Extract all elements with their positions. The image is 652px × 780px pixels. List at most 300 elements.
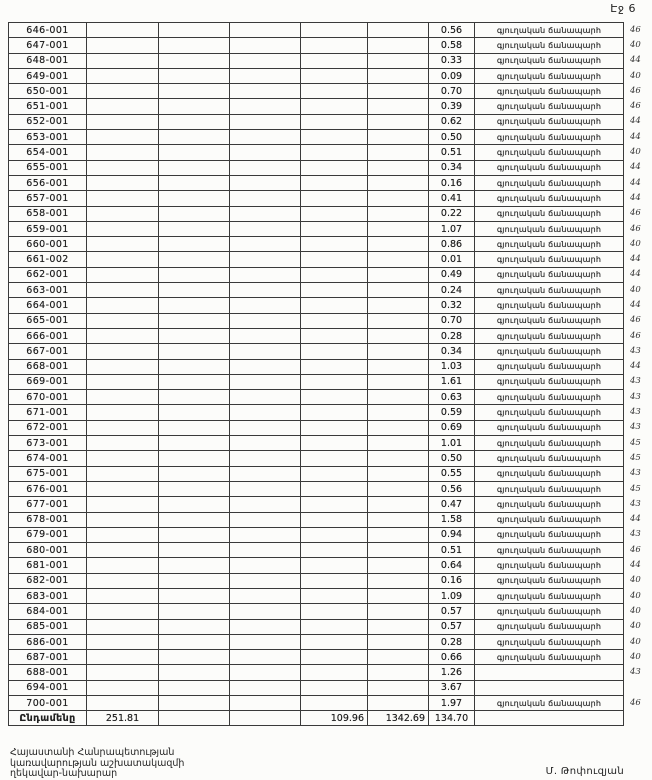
row-desc-cell: գյուղական ճանապարհ [474, 190, 624, 205]
empty-cell [86, 297, 158, 312]
empty-cell [367, 450, 428, 465]
margin-note: 43 [630, 407, 641, 418]
row-value-cell: 0.51 [428, 144, 474, 159]
empty-cell [86, 328, 158, 343]
row-desc-cell: գյուղական ճանապարհ [474, 603, 624, 618]
table-row [8, 144, 650, 159]
empty-cell [367, 175, 428, 190]
total-col2-value: 251.81 [86, 710, 158, 725]
empty-cell [86, 83, 158, 98]
row-value-cell: 0.69 [428, 420, 474, 435]
row-code-cell: 676-001 [8, 481, 86, 496]
row-value-cell: 0.57 [428, 603, 474, 618]
empty-cell [367, 267, 428, 282]
empty-cell [300, 359, 367, 374]
row-value-cell: 0.28 [428, 328, 474, 343]
row-code-cell: 670-001 [8, 389, 86, 404]
row-desc-cell: գյուղական ճանապարհ [474, 313, 624, 328]
table-row [8, 282, 650, 297]
row-code-cell: 650-001 [8, 83, 86, 98]
empty-cell [158, 282, 229, 297]
row-desc-cell: գյուղական ճանապարհ [474, 496, 624, 511]
margin-note: 43 [630, 498, 641, 509]
table-row [8, 221, 650, 236]
empty-cell [367, 53, 428, 68]
empty-cell [367, 343, 428, 358]
row-value-cell: 1.61 [428, 374, 474, 389]
empty-cell [86, 496, 158, 511]
empty-cell [229, 404, 300, 419]
row-desc-cell: գյուղական ճանապարհ [474, 542, 624, 557]
empty-cell [86, 160, 158, 175]
row-code-cell: 660-001 [8, 236, 86, 251]
empty-cell [229, 282, 300, 297]
empty-cell [300, 664, 367, 679]
margin-note: 43 [630, 376, 641, 387]
empty-cell [300, 466, 367, 481]
empty-cell [367, 695, 428, 710]
empty-cell [158, 619, 229, 634]
empty-cell [158, 359, 229, 374]
table-row [8, 603, 650, 618]
margin-note: 44 [630, 177, 641, 188]
row-desc-cell [474, 664, 624, 679]
empty-cell [367, 221, 428, 236]
empty-cell [300, 83, 367, 98]
row-code-cell: 671-001 [8, 404, 86, 419]
row-desc-cell: գյուղական ճանապարհ [474, 359, 624, 374]
empty-cell [86, 22, 158, 37]
empty-cell [158, 190, 229, 205]
empty-cell [158, 267, 229, 282]
margin-note: 44 [630, 116, 641, 127]
margin-note: 43 [630, 391, 641, 402]
empty-cell [229, 496, 300, 511]
empty-cell [229, 190, 300, 205]
empty-cell [300, 267, 367, 282]
empty-cell [158, 450, 229, 465]
margin-note: 44 [630, 192, 641, 203]
empty-cell [367, 404, 428, 419]
empty-cell [229, 267, 300, 282]
row-value-cell: 0.49 [428, 267, 474, 282]
empty-cell [300, 22, 367, 37]
margin-note: 40 [630, 605, 641, 616]
table-row [8, 649, 650, 664]
row-code-cell: 674-001 [8, 450, 86, 465]
row-value-cell: 1.01 [428, 435, 474, 450]
empty-cell [158, 53, 229, 68]
empty-cell [300, 190, 367, 205]
margin-note: 45 [630, 452, 641, 463]
table-row [8, 114, 650, 129]
empty-cell [158, 664, 229, 679]
row-code-cell: 686-001 [8, 634, 86, 649]
empty-cell [229, 619, 300, 634]
row-code-cell: 648-001 [8, 53, 86, 68]
row-value-cell: 0.55 [428, 466, 474, 481]
empty-cell [86, 236, 158, 251]
table-row [8, 466, 650, 481]
margin-note: 44 [630, 361, 641, 372]
table-row [8, 175, 650, 190]
empty-cell [300, 374, 367, 389]
row-value-cell: 0.01 [428, 251, 474, 266]
empty-cell [367, 619, 428, 634]
row-code-cell: 673-001 [8, 435, 86, 450]
table-row [8, 435, 650, 450]
row-desc-cell: գյուղական ճանապարհ [474, 68, 624, 83]
table-row [8, 328, 650, 343]
empty-cell [300, 573, 367, 588]
margin-note: 44 [630, 162, 641, 173]
empty-cell [367, 680, 428, 695]
empty-cell [158, 710, 229, 725]
table-row [8, 588, 650, 603]
empty-cell [300, 496, 367, 511]
row-code-cell: 680-001 [8, 542, 86, 557]
row-code-cell: 666-001 [8, 328, 86, 343]
empty-cell [300, 527, 367, 542]
empty-cell [229, 374, 300, 389]
empty-cell [86, 267, 158, 282]
empty-cell [86, 68, 158, 83]
empty-cell [367, 160, 428, 175]
empty-cell [300, 144, 367, 159]
total-main-value: 134.70 [428, 710, 474, 725]
row-code-cell: 685-001 [8, 619, 86, 634]
empty-cell [86, 512, 158, 527]
row-value-cell: 0.34 [428, 160, 474, 175]
margin-note [624, 680, 650, 695]
empty-cell [158, 496, 229, 511]
empty-cell [300, 328, 367, 343]
empty-cell [86, 129, 158, 144]
row-desc-cell: գյուղական ճանապարհ [474, 83, 624, 98]
margin-note: 43 [630, 422, 641, 433]
row-desc-cell: գյուղական ճանապարհ [474, 282, 624, 297]
row-value-cell: 0.28 [428, 634, 474, 649]
empty-cell [86, 389, 158, 404]
footer-block [10, 748, 184, 780]
margin-note: 46 [630, 223, 641, 234]
empty-cell [86, 374, 158, 389]
empty-cell [229, 710, 300, 725]
empty-cell [300, 251, 367, 266]
empty-cell [158, 527, 229, 542]
table-row [8, 542, 650, 557]
empty-cell [229, 542, 300, 557]
row-desc-cell: գյուղական ճանապարհ [474, 343, 624, 358]
margin-note: 40 [630, 284, 641, 295]
empty-cell [158, 144, 229, 159]
row-desc-cell: գյուղական ճանապարհ [474, 695, 624, 710]
row-value-cell: 0.56 [428, 481, 474, 496]
row-value-cell: 0.70 [428, 83, 474, 98]
empty-cell [367, 557, 428, 572]
empty-cell [300, 114, 367, 129]
empty-cell [86, 466, 158, 481]
margin-note: 44 [630, 131, 641, 142]
empty-cell [158, 114, 229, 129]
row-value-cell: 0.22 [428, 206, 474, 221]
margin-note: 40 [630, 575, 641, 586]
table-row [8, 557, 650, 572]
empty-cell [86, 557, 158, 572]
margin-note: 43 [630, 468, 641, 479]
empty-cell [229, 206, 300, 221]
table-row [8, 573, 650, 588]
empty-cell [367, 190, 428, 205]
row-desc-cell: գյուղական ճանապարհ [474, 649, 624, 664]
empty-cell [158, 435, 229, 450]
footer-org-line2: կառավարության աշխատակազմի [10, 757, 185, 769]
empty-cell [367, 634, 428, 649]
empty-cell [86, 98, 158, 113]
margin-note: 44 [630, 514, 641, 525]
empty-cell [229, 389, 300, 404]
row-value-cell: 0.57 [428, 619, 474, 634]
empty-cell [158, 175, 229, 190]
empty-cell [367, 466, 428, 481]
empty-cell [86, 37, 158, 52]
row-value-cell: 0.16 [428, 573, 474, 588]
empty-cell [229, 53, 300, 68]
empty-cell [86, 221, 158, 236]
row-code-cell: 659-001 [8, 221, 86, 236]
empty-cell [300, 221, 367, 236]
empty-cell [86, 404, 158, 419]
empty-cell [300, 680, 367, 695]
row-code-cell: 657-001 [8, 190, 86, 205]
empty-cell [158, 634, 229, 649]
table-row [8, 404, 650, 419]
margin-note: 45 [630, 437, 641, 448]
row-desc-cell: գյուղական ճանապարհ [474, 144, 624, 159]
empty-cell [86, 53, 158, 68]
total-label: Ընդամենը [8, 710, 86, 725]
empty-cell [86, 619, 158, 634]
row-value-cell: 0.86 [428, 236, 474, 251]
row-value-cell: 0.59 [428, 404, 474, 419]
row-desc-cell: գյուղական ճանապարհ [474, 557, 624, 572]
row-desc-cell: գյուղական ճանապարհ [474, 22, 624, 37]
empty-cell [300, 98, 367, 113]
empty-cell [229, 450, 300, 465]
empty-cell [229, 466, 300, 481]
table-row [8, 37, 650, 52]
row-code-cell: 656-001 [8, 175, 86, 190]
row-desc-cell: գյուղական ճանապարհ [474, 512, 624, 527]
table-row [8, 267, 650, 282]
empty-cell [158, 512, 229, 527]
table-row [8, 664, 650, 679]
margin-note: 44 [630, 560, 641, 571]
empty-cell [158, 542, 229, 557]
row-value-cell: 0.47 [428, 496, 474, 511]
empty-cell [229, 512, 300, 527]
margin-note: 45 [630, 483, 641, 494]
row-value-cell: 0.66 [428, 649, 474, 664]
row-desc-cell: գյուղական ճանապարհ [474, 175, 624, 190]
margin-note: 46 [630, 24, 641, 35]
empty-cell [86, 680, 158, 695]
table-row [8, 374, 650, 389]
row-value-cell: 1.07 [428, 221, 474, 236]
empty-cell [300, 129, 367, 144]
row-value-cell: 0.16 [428, 175, 474, 190]
empty-cell [158, 374, 229, 389]
row-desc-cell: գյուղական ճանապարհ [474, 420, 624, 435]
row-value-cell: 0.34 [428, 343, 474, 358]
empty-cell [158, 98, 229, 113]
table-row [8, 527, 650, 542]
empty-cell [367, 282, 428, 297]
empty-cell [367, 206, 428, 221]
empty-cell [229, 144, 300, 159]
table-row [8, 83, 650, 98]
empty-cell [367, 236, 428, 251]
empty-cell [229, 680, 300, 695]
empty-cell [300, 206, 367, 221]
table-row [8, 496, 650, 511]
empty-cell [86, 206, 158, 221]
empty-cell [158, 481, 229, 496]
row-code-cell: 700-001 [8, 695, 86, 710]
row-desc-cell: գյուղական ճանապարհ [474, 374, 624, 389]
empty-cell [86, 450, 158, 465]
margin-note: 43 [630, 667, 641, 678]
row-code-cell: 664-001 [8, 297, 86, 312]
signature-name: Մ. Թոփուզյան [545, 766, 624, 777]
empty-cell [367, 649, 428, 664]
empty-cell [229, 68, 300, 83]
empty-cell [367, 420, 428, 435]
row-desc-cell: գյուղական ճանապարհ [474, 466, 624, 481]
empty-cell [158, 557, 229, 572]
row-desc-cell: գյուղական ճանապարհ [474, 297, 624, 312]
empty-cell [229, 297, 300, 312]
margin-note [624, 710, 650, 725]
margin-note: 40 [630, 590, 641, 601]
row-desc-cell: գյուղական ճանապարհ [474, 98, 624, 113]
empty-cell [300, 512, 367, 527]
empty-cell [86, 542, 158, 557]
empty-cell [86, 695, 158, 710]
empty-cell [300, 619, 367, 634]
empty-cell [300, 634, 367, 649]
row-desc-cell: գյուղական ճանապարհ [474, 267, 624, 282]
empty-cell [86, 251, 158, 266]
empty-cell [367, 664, 428, 679]
table-row [8, 512, 650, 527]
empty-cell [158, 389, 229, 404]
table-row [8, 206, 650, 221]
table-row [8, 450, 650, 465]
empty-cell [229, 343, 300, 358]
empty-cell [300, 68, 367, 83]
table-row [8, 619, 650, 634]
empty-cell [229, 251, 300, 266]
table-row [8, 236, 650, 251]
row-value-cell: 1.03 [428, 359, 474, 374]
empty-cell [86, 282, 158, 297]
empty-cell [300, 450, 367, 465]
empty-cell [367, 313, 428, 328]
margin-note: 46 [630, 697, 641, 708]
row-value-cell: 0.70 [428, 313, 474, 328]
empty-cell [229, 114, 300, 129]
row-code-cell: 665-001 [8, 313, 86, 328]
margin-note: 40 [630, 238, 641, 249]
margin-note: 40 [630, 147, 641, 158]
row-code-cell: 647-001 [8, 37, 86, 52]
row-code-cell: 684-001 [8, 603, 86, 618]
table-row [8, 634, 650, 649]
empty-cell [229, 435, 300, 450]
margin-note: 44 [630, 254, 641, 265]
margin-note: 44 [630, 55, 641, 66]
row-code-cell: 683-001 [8, 588, 86, 603]
row-code-cell: 682-001 [8, 573, 86, 588]
empty-cell [86, 649, 158, 664]
empty-cell [86, 190, 158, 205]
row-value-cell: 0.64 [428, 557, 474, 572]
empty-cell [300, 557, 367, 572]
margin-note: 46 [630, 315, 641, 326]
empty-cell [158, 68, 229, 83]
row-code-cell: 654-001 [8, 144, 86, 159]
row-value-cell: 1.58 [428, 512, 474, 527]
empty-cell [367, 37, 428, 52]
empty-cell [158, 83, 229, 98]
empty-cell [229, 588, 300, 603]
table-row [8, 313, 650, 328]
row-desc-cell: գյուղական ճանապարհ [474, 114, 624, 129]
row-code-cell: 653-001 [8, 129, 86, 144]
margin-note: 44 [630, 269, 641, 280]
row-desc-cell: գյուղական ճանապարհ [474, 527, 624, 542]
table-row [8, 251, 650, 266]
row-desc-cell: գյուղական ճանապարհ [474, 450, 624, 465]
empty-cell [367, 588, 428, 603]
row-desc-cell: գյուղական ճանապարհ [474, 435, 624, 450]
empty-cell [300, 588, 367, 603]
empty-cell [300, 481, 367, 496]
table-row [8, 129, 650, 144]
row-code-cell: 658-001 [8, 206, 86, 221]
empty-cell [86, 435, 158, 450]
table-row [8, 359, 650, 374]
empty-cell [300, 649, 367, 664]
empty-cell [300, 343, 367, 358]
row-value-cell: 1.97 [428, 695, 474, 710]
row-desc-cell: գյուղական ճանապարհ [474, 251, 624, 266]
empty-cell [86, 359, 158, 374]
margin-note: 46 [630, 330, 641, 341]
empty-cell [158, 236, 229, 251]
empty-cell [229, 328, 300, 343]
empty-cell [229, 649, 300, 664]
empty-cell [229, 359, 300, 374]
row-desc-cell: գյուղական ճանապարհ [474, 634, 624, 649]
empty-cell [229, 420, 300, 435]
row-value-cell: 1.26 [428, 664, 474, 679]
empty-cell [229, 98, 300, 113]
row-value-cell: 0.50 [428, 129, 474, 144]
table-row [8, 481, 650, 496]
empty-cell [158, 603, 229, 618]
